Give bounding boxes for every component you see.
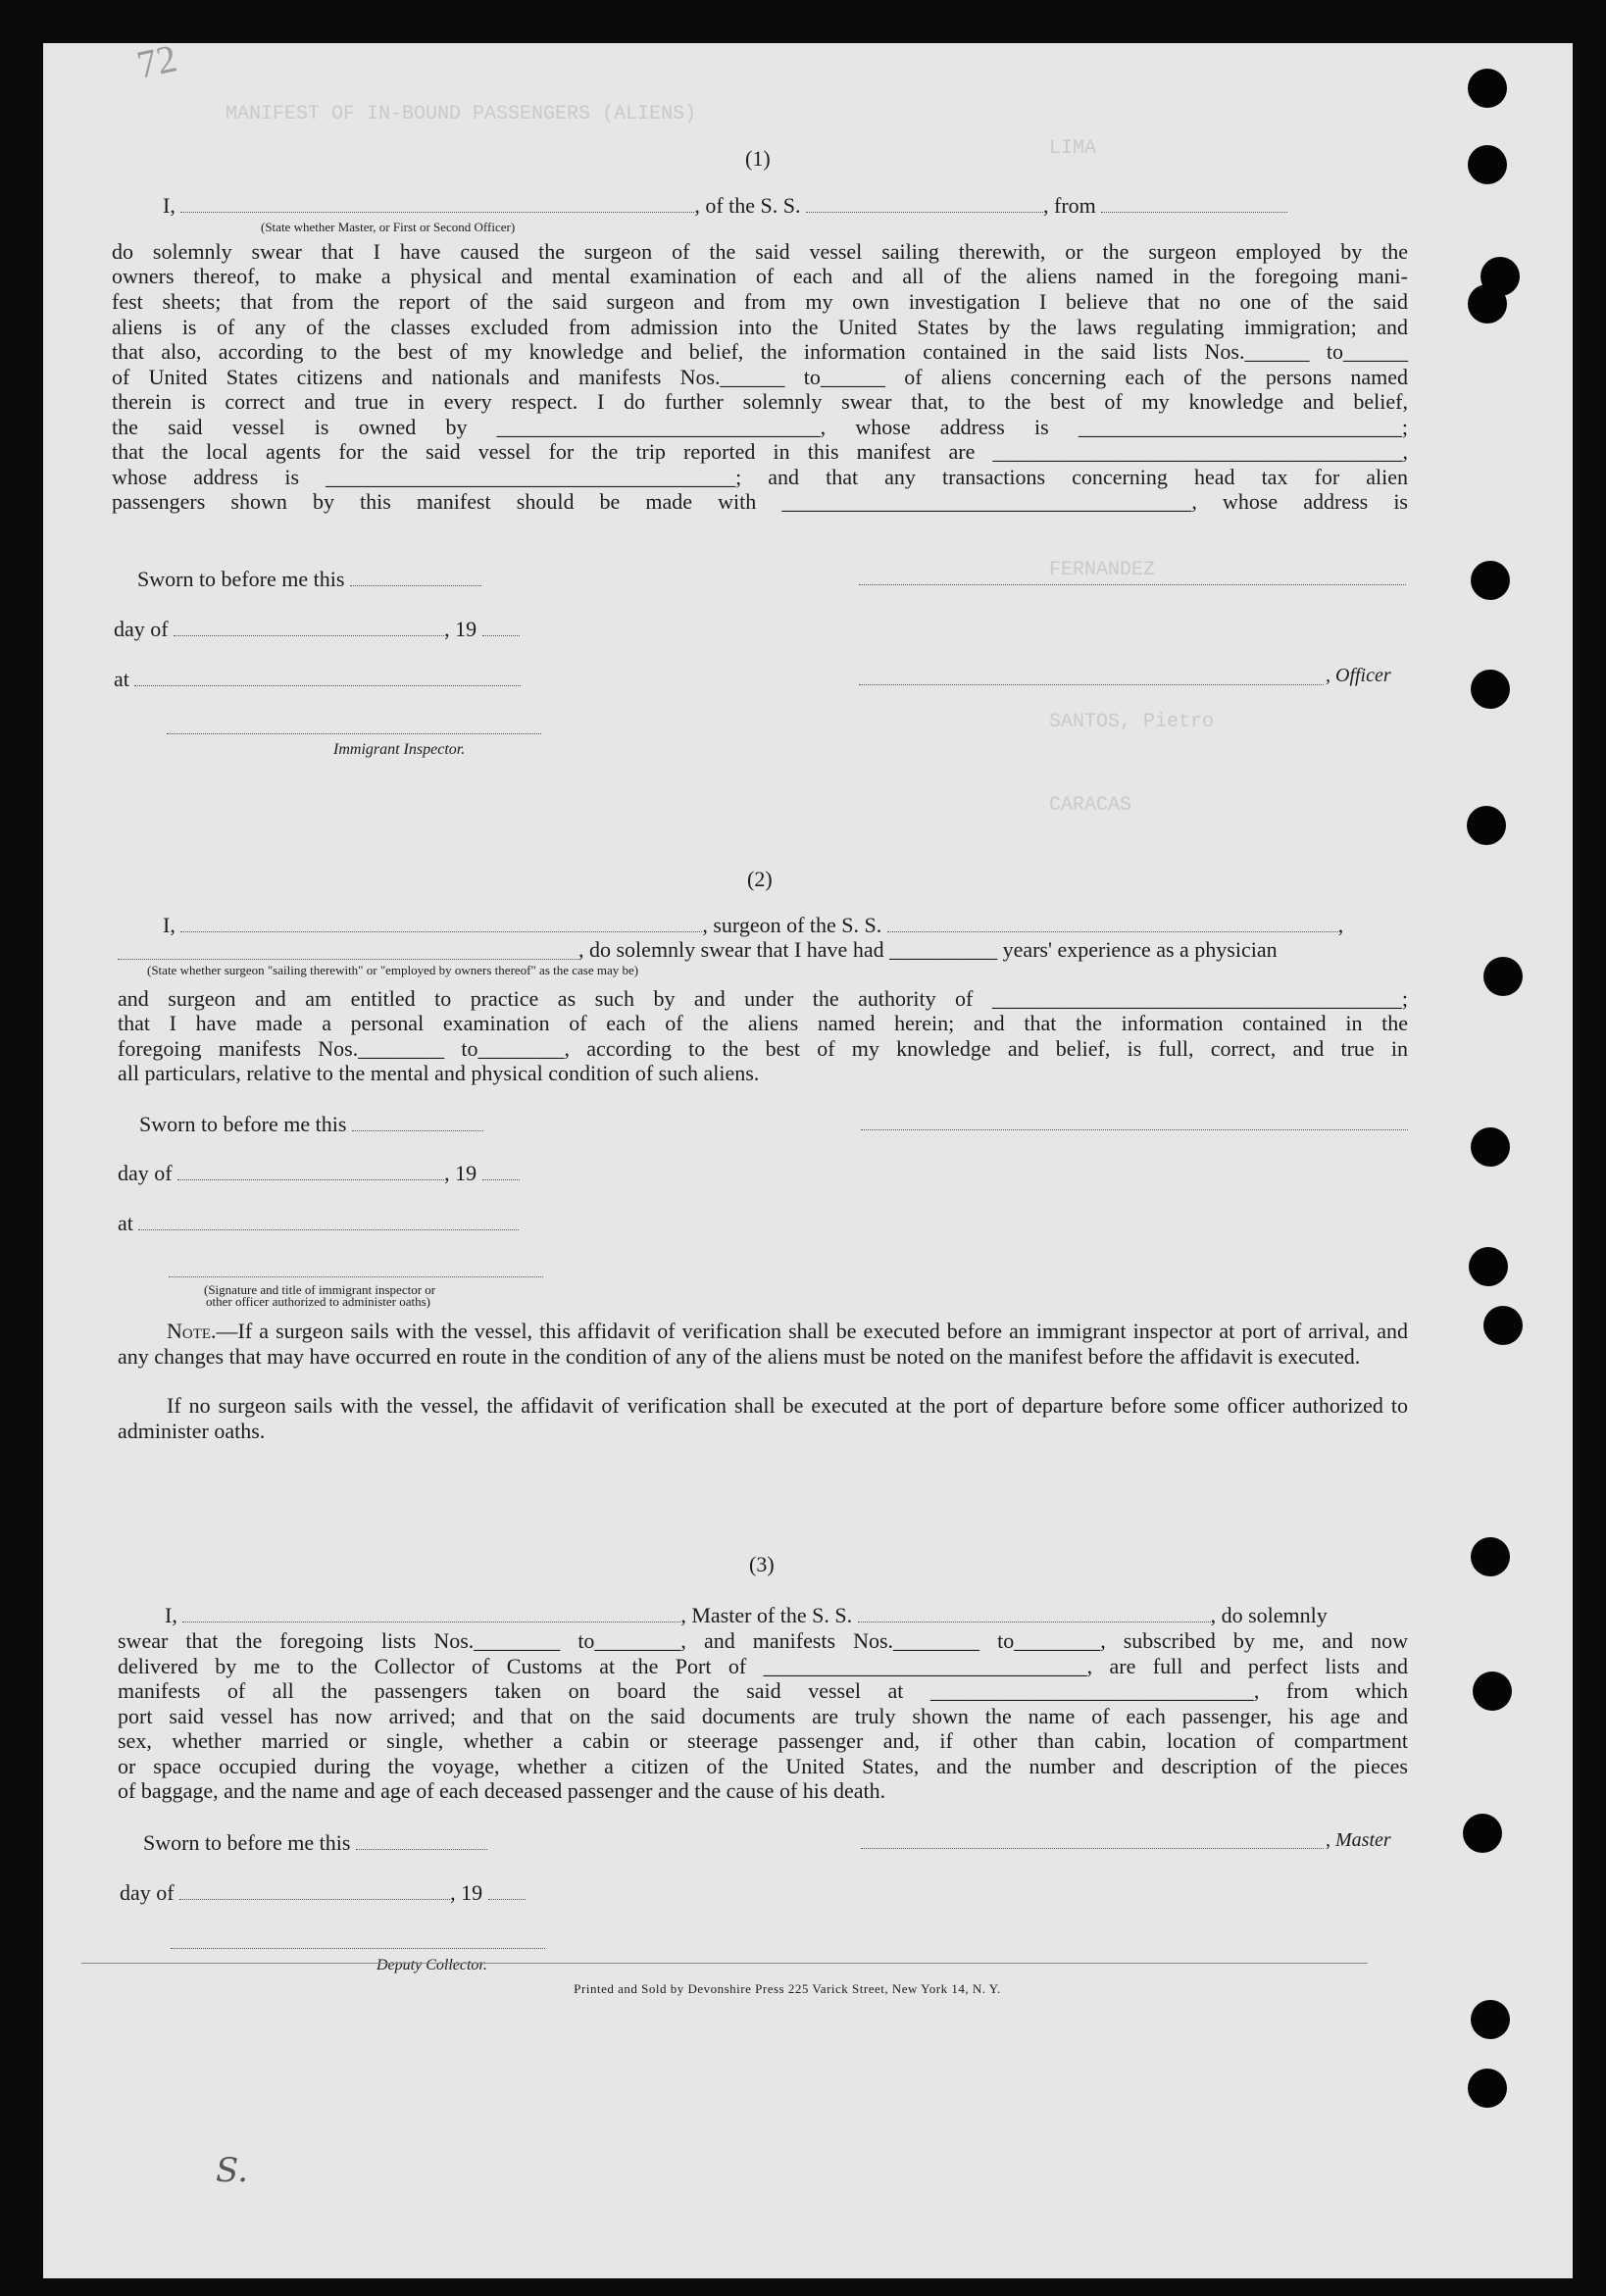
body-line: aliens is of any of the classes excluded from admission into the United States by the laws regulating immigration; and <box>112 315 1408 339</box>
binder-hole <box>1483 957 1523 996</box>
binder-hole <box>1471 1127 1510 1167</box>
body-line: sex, whether married or single, whether a cabin or steerage passenger and, if other than cabin, location of compartment <box>118 1728 1408 1753</box>
body-line: the said vessel is owned by ______________________________, whose address is ______________________________; <box>112 415 1408 439</box>
inspector-signature-line[interactable] <box>169 1276 543 1277</box>
year-label: , 19 <box>444 617 477 641</box>
pronoun-label: I, <box>163 913 176 937</box>
day-of-label: day of <box>114 617 169 641</box>
signature-caption: (Signature and title of immigrant inspector or <box>204 1282 436 1297</box>
handwritten-text: S. <box>216 2151 248 2190</box>
sworn-day-field[interactable] <box>350 568 481 586</box>
surgeon-caption: (State whether surgeon "sailing therewith" or "employed by owners thereof" as the case may be) <box>147 963 639 977</box>
at-line <box>118 1211 519 1236</box>
body-line: and surgeon and am entitled to practice as such by and under the authority of ______________________________________; <box>118 986 1408 1011</box>
bleed-through-text: SANTOS, Pietro <box>1049 711 1215 733</box>
binder-hole <box>1471 2000 1510 2039</box>
binder-hole <box>1469 1247 1508 1286</box>
at-label: at <box>118 1211 133 1235</box>
day-line <box>118 1161 520 1186</box>
body-line: do solemnly swear that I have caused the surgeon of the said vessel sailing therewith, or the surgeon employed by the <box>112 239 1408 264</box>
binder-hole <box>1483 1306 1523 1345</box>
note-label: Note. <box>167 1319 217 1343</box>
vessel-label: , of the S. S. <box>694 193 801 218</box>
master-vessel-label: , Master of the S. S. <box>680 1603 853 1627</box>
bleed-through-text: CARACAS <box>1049 794 1132 817</box>
signature-line[interactable] <box>861 1129 1408 1130</box>
year-label: , 19 <box>444 1161 477 1185</box>
origin-field[interactable] <box>1101 194 1287 213</box>
year-field[interactable] <box>488 1881 526 1900</box>
body-line: passengers shown by this manifest should be made with ______________________________________, whose address is <box>112 489 1408 514</box>
inspector-label: Immigrant Inspector. <box>333 741 466 758</box>
printer-imprint: Printed and Sold by Devonshire Press 225 Varick Street, New York 14, N. Y. <box>574 1981 1001 1996</box>
body-line: all particulars, relative to the mental and physical condition of such aliens. <box>118 1061 760 1085</box>
year-field[interactable] <box>482 1162 520 1180</box>
sworn-line <box>143 1830 487 1856</box>
comma: , <box>1337 913 1344 937</box>
master-signature-line[interactable] <box>861 1848 1324 1849</box>
place-field[interactable] <box>134 668 521 686</box>
body-line: or space occupied during the voyage, whether a citizen of the United States, and the number and description of the pieces <box>118 1754 1408 1778</box>
body-line: foregoing manifests Nos.________ to________, according to the best of my knowledge and belief, is full, correct, and true in <box>118 1036 1408 1061</box>
binder-hole <box>1468 284 1507 324</box>
binder-hole <box>1468 145 1507 184</box>
year-label: , 19 <box>450 1880 483 1905</box>
master-name-field[interactable] <box>182 1604 680 1622</box>
body-line: whose address is ______________________________________; and that any transactions concerning head tax for alien <box>112 465 1408 489</box>
at-line <box>114 667 521 692</box>
vessel-name-field[interactable] <box>806 194 1043 213</box>
month-field[interactable] <box>177 1162 444 1180</box>
year-field[interactable] <box>482 618 520 636</box>
officer-name-field[interactable] <box>180 194 694 213</box>
binder-hole <box>1473 1672 1512 1711</box>
month-field[interactable] <box>179 1881 450 1900</box>
day-of-label: day of <box>118 1161 173 1185</box>
pronoun-label: I, <box>165 1603 177 1627</box>
oath-line-1 <box>163 193 1287 219</box>
day-of-label: day of <box>120 1880 175 1905</box>
officer-label: , Officer <box>1326 665 1391 686</box>
body-line: of United States citizens and nationals and manifests Nos.______ to______ of aliens concerning each of the persons named <box>112 365 1408 389</box>
bleed-through-text: LIMA <box>1049 137 1097 160</box>
body-line: swear that the foregoing lists Nos.________ to________, and manifests Nos.________ to________, subscribed by me, and now <box>118 1628 1408 1653</box>
binder-hole <box>1468 69 1507 108</box>
deputy-signature-line[interactable] <box>171 1948 545 1949</box>
from-label: , from <box>1043 193 1096 218</box>
note-text: If no surgeon sails with the vessel, the affidavit of verification shall be executed at the port of departure before some officer authorized to administer oaths. <box>118 1393 1408 1443</box>
note-paragraph-2 <box>118 1393 1408 1443</box>
signature-caption: other officer authorized to administer oaths) <box>206 1294 430 1309</box>
body-line: delivered by me to the Collector of Customs at the Port of ______________________________, are full and perfect lists and <box>118 1654 1408 1678</box>
note-paragraph-1 <box>118 1319 1408 1369</box>
section-number: (3) <box>749 1552 775 1576</box>
surgeon-line-1 <box>163 913 1343 938</box>
bleed-through-text: MANIFEST OF IN-BOUND PASSENGERS (ALIENS) <box>226 103 697 125</box>
footer-rule <box>81 1963 1368 1964</box>
binder-hole <box>1471 670 1510 709</box>
section-number: (1) <box>745 146 771 171</box>
day-line <box>114 617 520 642</box>
binder-hole <box>1467 806 1506 845</box>
body-line: that the local agents for the said vessel for the trip reported in this manifest are ______________________________________, <box>112 439 1408 464</box>
at-label: at <box>114 667 129 691</box>
sworn-label: Sworn to before me this <box>137 567 345 591</box>
sworn-line <box>139 1112 483 1137</box>
surgeon-vessel-label: , surgeon of the S. S. <box>702 913 882 937</box>
pronoun-label: I, <box>163 193 176 218</box>
bleed-through-text: FERNANDEZ <box>1049 559 1156 581</box>
body-line: of baggage, and the name and age of each deceased passenger and the cause of his death. <box>118 1778 886 1803</box>
deputy-label: Deputy Collector. <box>376 1957 487 1973</box>
place-field[interactable] <box>138 1212 519 1230</box>
binder-hole <box>1471 1537 1510 1576</box>
master-vessel-field[interactable] <box>858 1604 1211 1622</box>
sworn-day-field[interactable] <box>352 1113 483 1131</box>
surgeon-status-line[interactable] <box>118 959 578 960</box>
signature-line[interactable] <box>859 584 1406 585</box>
sworn-line <box>137 567 481 592</box>
surgeon-vessel-field[interactable] <box>887 914 1338 932</box>
solemnly-label: , do solemnly <box>1210 1603 1328 1627</box>
surgeon-line-2: , do solemnly swear that I have had __________ years' experience as a physician <box>578 937 1278 962</box>
body-line: that I have made a personal examination of each of the aliens named herein; and that the information contained in the <box>118 1011 1408 1035</box>
binder-hole <box>1471 561 1510 600</box>
corner-mark: 72 <box>132 35 181 87</box>
body-line: port said vessel has now arrived; and that on the said documents are truly shown the name of each passenger, his age and <box>118 1704 1408 1728</box>
binder-hole <box>1463 1814 1502 1853</box>
note-text: —If a surgeon sails with the vessel, this affidavit of verification shall be executed before an immigrant inspector at port of arrival, and any changes that may have occurred en route in the condition of any of the aliens must be noted on the manifest before the affidavit is executed. <box>118 1319 1408 1369</box>
body-line: manifests of all the passengers taken on board the said vessel at ______________________________, from which <box>118 1678 1408 1703</box>
body-line: that also, according to the best of my knowledge and belief, the information contained in the said lists Nos.______ to______ <box>112 339 1408 364</box>
master-line-1 <box>165 1603 1328 1628</box>
body-line: fest sheets; that from the report of the said surgeon and from my own investigation I believe that no one of the said <box>112 289 1408 314</box>
surgeon-name-field[interactable] <box>180 914 702 932</box>
month-field[interactable] <box>174 618 444 636</box>
handwritten-mark <box>216 2151 248 2190</box>
inspector-signature-line[interactable] <box>167 733 541 734</box>
day-line <box>120 1880 526 1906</box>
sworn-day-field[interactable] <box>356 1831 487 1850</box>
body-line: therein is correct and true in every respect. I do further solemnly swear that, to the best of my knowledge and belief, <box>112 389 1408 414</box>
binder-hole <box>1468 2069 1507 2108</box>
body-line: owners thereof, to make a physical and mental examination of each and all of the aliens named in the foregoing mani- <box>112 264 1408 288</box>
sworn-label: Sworn to before me this <box>143 1830 351 1855</box>
sworn-label: Sworn to before me this <box>139 1112 347 1136</box>
section-number: (2) <box>747 867 773 891</box>
officer-signature-line[interactable] <box>859 684 1324 685</box>
master-label: , Master <box>1326 1829 1391 1851</box>
officer-caption: (State whether Master, or First or Second Officer) <box>261 220 516 234</box>
